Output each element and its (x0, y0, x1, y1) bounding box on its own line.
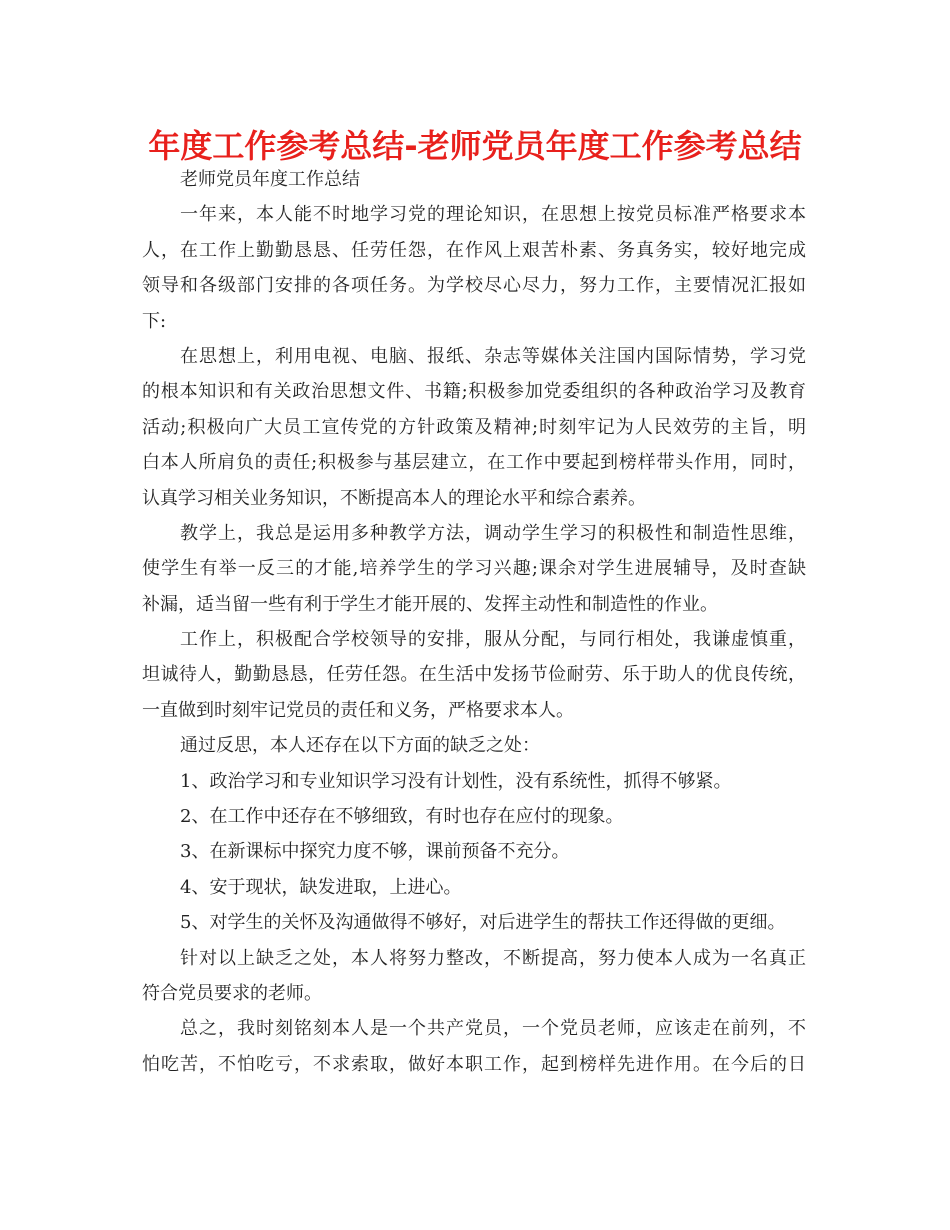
list-item: 5、对学生的关怀及沟通做得不够好，对后进学生的帮扶工作还得做的更细。 (180, 912, 786, 934)
paragraph-line: 的根本知识和有关政治思想文件、书籍;积极参加党委组织的各种政治学习及教育 (142, 381, 806, 403)
subtitle-line: 老师党员年度工作总结 (180, 169, 360, 190)
paragraph-line: 怕吃苦，不怕吃亏，不求索取，做好本职工作，起到榜样先进作用。在今后的日 (142, 1053, 806, 1075)
paragraph-line: 符合党员要求的老师。 (142, 982, 322, 1004)
paragraph-line: 教学上，我总是运用多种教学方法，调动学生学习的积极性和制造性思维， (180, 522, 806, 544)
document-body (142, 162, 806, 1082)
paragraph-line: 一直做到时刻牢记党员的责任和义务，严格要求本人。 (142, 699, 574, 721)
paragraph-line: 总之，我时刻铭刻本人是一个共产党员，一个党员老师，应该走在前列，不 (180, 1018, 806, 1040)
list-item: 4、安于现状，缺发进取，上进心。 (180, 876, 462, 898)
paragraph-line: 工作上，积极配合学校领导的安排，服从分配，与同行相处，我谦虚慎重， (180, 629, 806, 651)
list-item: 2、在工作中还存在不够细致，有时也存在应付的现象。 (180, 806, 624, 828)
paragraph-line: 认真学习相关业务知识，不断提高本人的理论水平和综合素养。 (142, 487, 646, 509)
list-item: 3、在新课标中探究力度不够，课前预备不充分。 (180, 841, 570, 863)
paragraph-line: 坦诚待人，勤勤恳恳，任劳任怨。在生活中发扬节俭耐劳、乐于助人的优良传统， (142, 664, 806, 686)
paragraph-line: 白本人所肩负的责任;积极参与基层建立，在工作中要起到榜样带头作用，同时， (142, 452, 806, 474)
paragraph-line: 通过反思，本人还存在以下方面的缺乏之处： (180, 735, 540, 757)
paragraph-line: 使学生有举一反三的才能,培养学生的学习兴趣;课余对学生进展辅导，及时查缺 (142, 558, 806, 580)
list-item: 1、政治学习和专业知识学习没有计划性，没有系统性，抓得不够紧。 (180, 770, 732, 792)
paragraph-line: 人，在工作上勤勤恳恳、任劳任怨，在作风上艰苦朴素、务真务实，较好地完成 (142, 239, 806, 261)
paragraph-line: 领导和各级部门安排的各项任务。为学校尽心尽力，努力工作，主要情况汇报如 (142, 275, 806, 297)
paragraph-line: 补漏，适当留一些有利于学生才能开展的、发挥主动性和制造性的作业。 (142, 593, 718, 615)
paragraph-line: 一年来，本人能不时地学习党的理论知识，在思想上按党员标准严格要求本 (180, 204, 806, 226)
paragraph-line: 针对以上缺乏之处，本人将努力整改，不断提高，努力使本人成为一名真正 (180, 947, 806, 969)
paragraph-line: 活动;积极向广大员工宣传党的方针政策及精神;时刻牢记为人民效劳的主旨，明 (142, 416, 806, 438)
paragraph-line: 下: (142, 310, 167, 332)
document-title: 年度工作参考总结-老师党员年度工作参考总结 (148, 127, 802, 165)
paragraph-line: 在思想上，利用电视、电脑、报纸、杂志等媒体关注国内国际情势，学习党 (180, 345, 806, 367)
